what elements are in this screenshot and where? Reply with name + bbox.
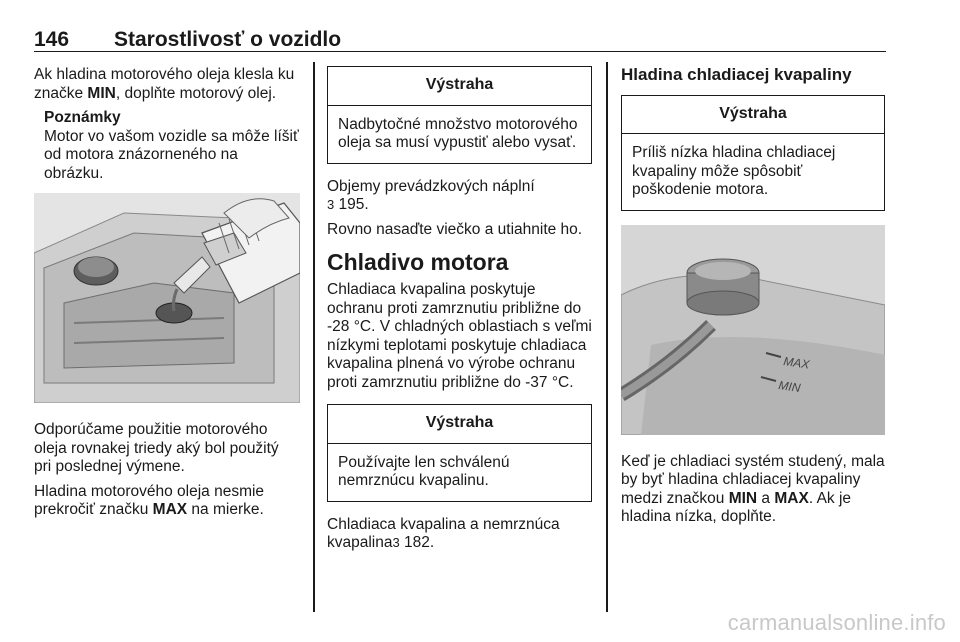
paragraph-cap: Rovno nasaďte viečko a utiahnite ho. xyxy=(327,220,583,238)
figure-label-max: MAX xyxy=(782,353,811,372)
page-title: Starostlivosť o vozidlo xyxy=(114,28,342,51)
column-divider-right xyxy=(606,62,608,612)
column-2 xyxy=(327,66,592,559)
note-box xyxy=(34,109,300,183)
warning-heading: Výstraha xyxy=(328,67,591,106)
warning-box-coolant xyxy=(621,95,885,211)
warning-text: Používajte len schválenú nemrznúcu kvapalinu. xyxy=(338,453,510,489)
warning-text: Nadbytočné množstvo motorového oleja sa musí vypustiť alebo vysať. xyxy=(338,115,578,151)
page-header xyxy=(34,28,886,52)
section-heading-coolant: Chladivo motora xyxy=(327,249,509,275)
warning-box-antifreeze xyxy=(327,404,592,502)
note-heading: Poznámky xyxy=(44,109,121,126)
paragraph-coolant-level: Keď je chladiaci systém studený, mala by byť hladina chladiacej kvapaliny medzi značkou MIN a MAX. Ak je hladina nízka, doplňte. xyxy=(621,452,885,525)
column-1 xyxy=(34,66,300,526)
paragraph-coolant-protection: Chladiaca kvapalina poskytuje ochranu proti zamrznutiu približne do -28 °C. V chladných oblastiach s veľmi nízkymi teplotami poskytuje chladiaca kvapalina plnená vo výrobe ochranu proti zamrznutiu približne do -37 °C. xyxy=(327,281,592,391)
note-text: Motor vo vašom vozidle sa môže líšiť od motora znázorneného na obrázku. xyxy=(44,127,299,182)
reference-arrow-icon: 3 xyxy=(327,197,335,212)
paragraph-oil-max: Hladina motorového oleja nesmie prekročiť značku MAX na mierke. xyxy=(34,482,265,518)
figure-engine-oil xyxy=(34,193,300,403)
reference-arrow-icon: 3 xyxy=(392,535,400,550)
page-number: 146 xyxy=(34,28,70,51)
column-divider-left xyxy=(313,62,315,612)
warning-heading: Výstraha xyxy=(328,405,591,444)
paragraph-capacities: Objemy prevádzkových náplní 3 195. xyxy=(327,177,535,213)
warning-box-oil xyxy=(327,66,592,164)
section-heading-coolant-level: Hladina chladiacej kvapaliny xyxy=(621,65,852,84)
warning-text: Príliš nízka hladina chladiacej kvapaliny môže spôsobiť poškodenie motora. xyxy=(632,144,836,198)
watermark: carmanualsonline.info xyxy=(727,610,946,635)
figure-coolant-reservoir xyxy=(621,225,885,435)
paragraph-oil-recommend: Odporúčame použitie motorového oleja rovnakej triedy aký bol použitý pri poslednej výmene. xyxy=(34,421,279,475)
warning-heading: Výstraha xyxy=(622,96,884,135)
column-3 xyxy=(621,66,885,533)
paragraph-oil-min: Ak hladina motorového oleja klesla ku značke MIN, doplňte motorový olej. xyxy=(34,66,295,102)
paragraph-coolant-ref: Chladiaca kvapalina a nemrznúca kvapalina3 182. xyxy=(327,515,560,551)
figure-label-min: MIN xyxy=(777,377,802,395)
